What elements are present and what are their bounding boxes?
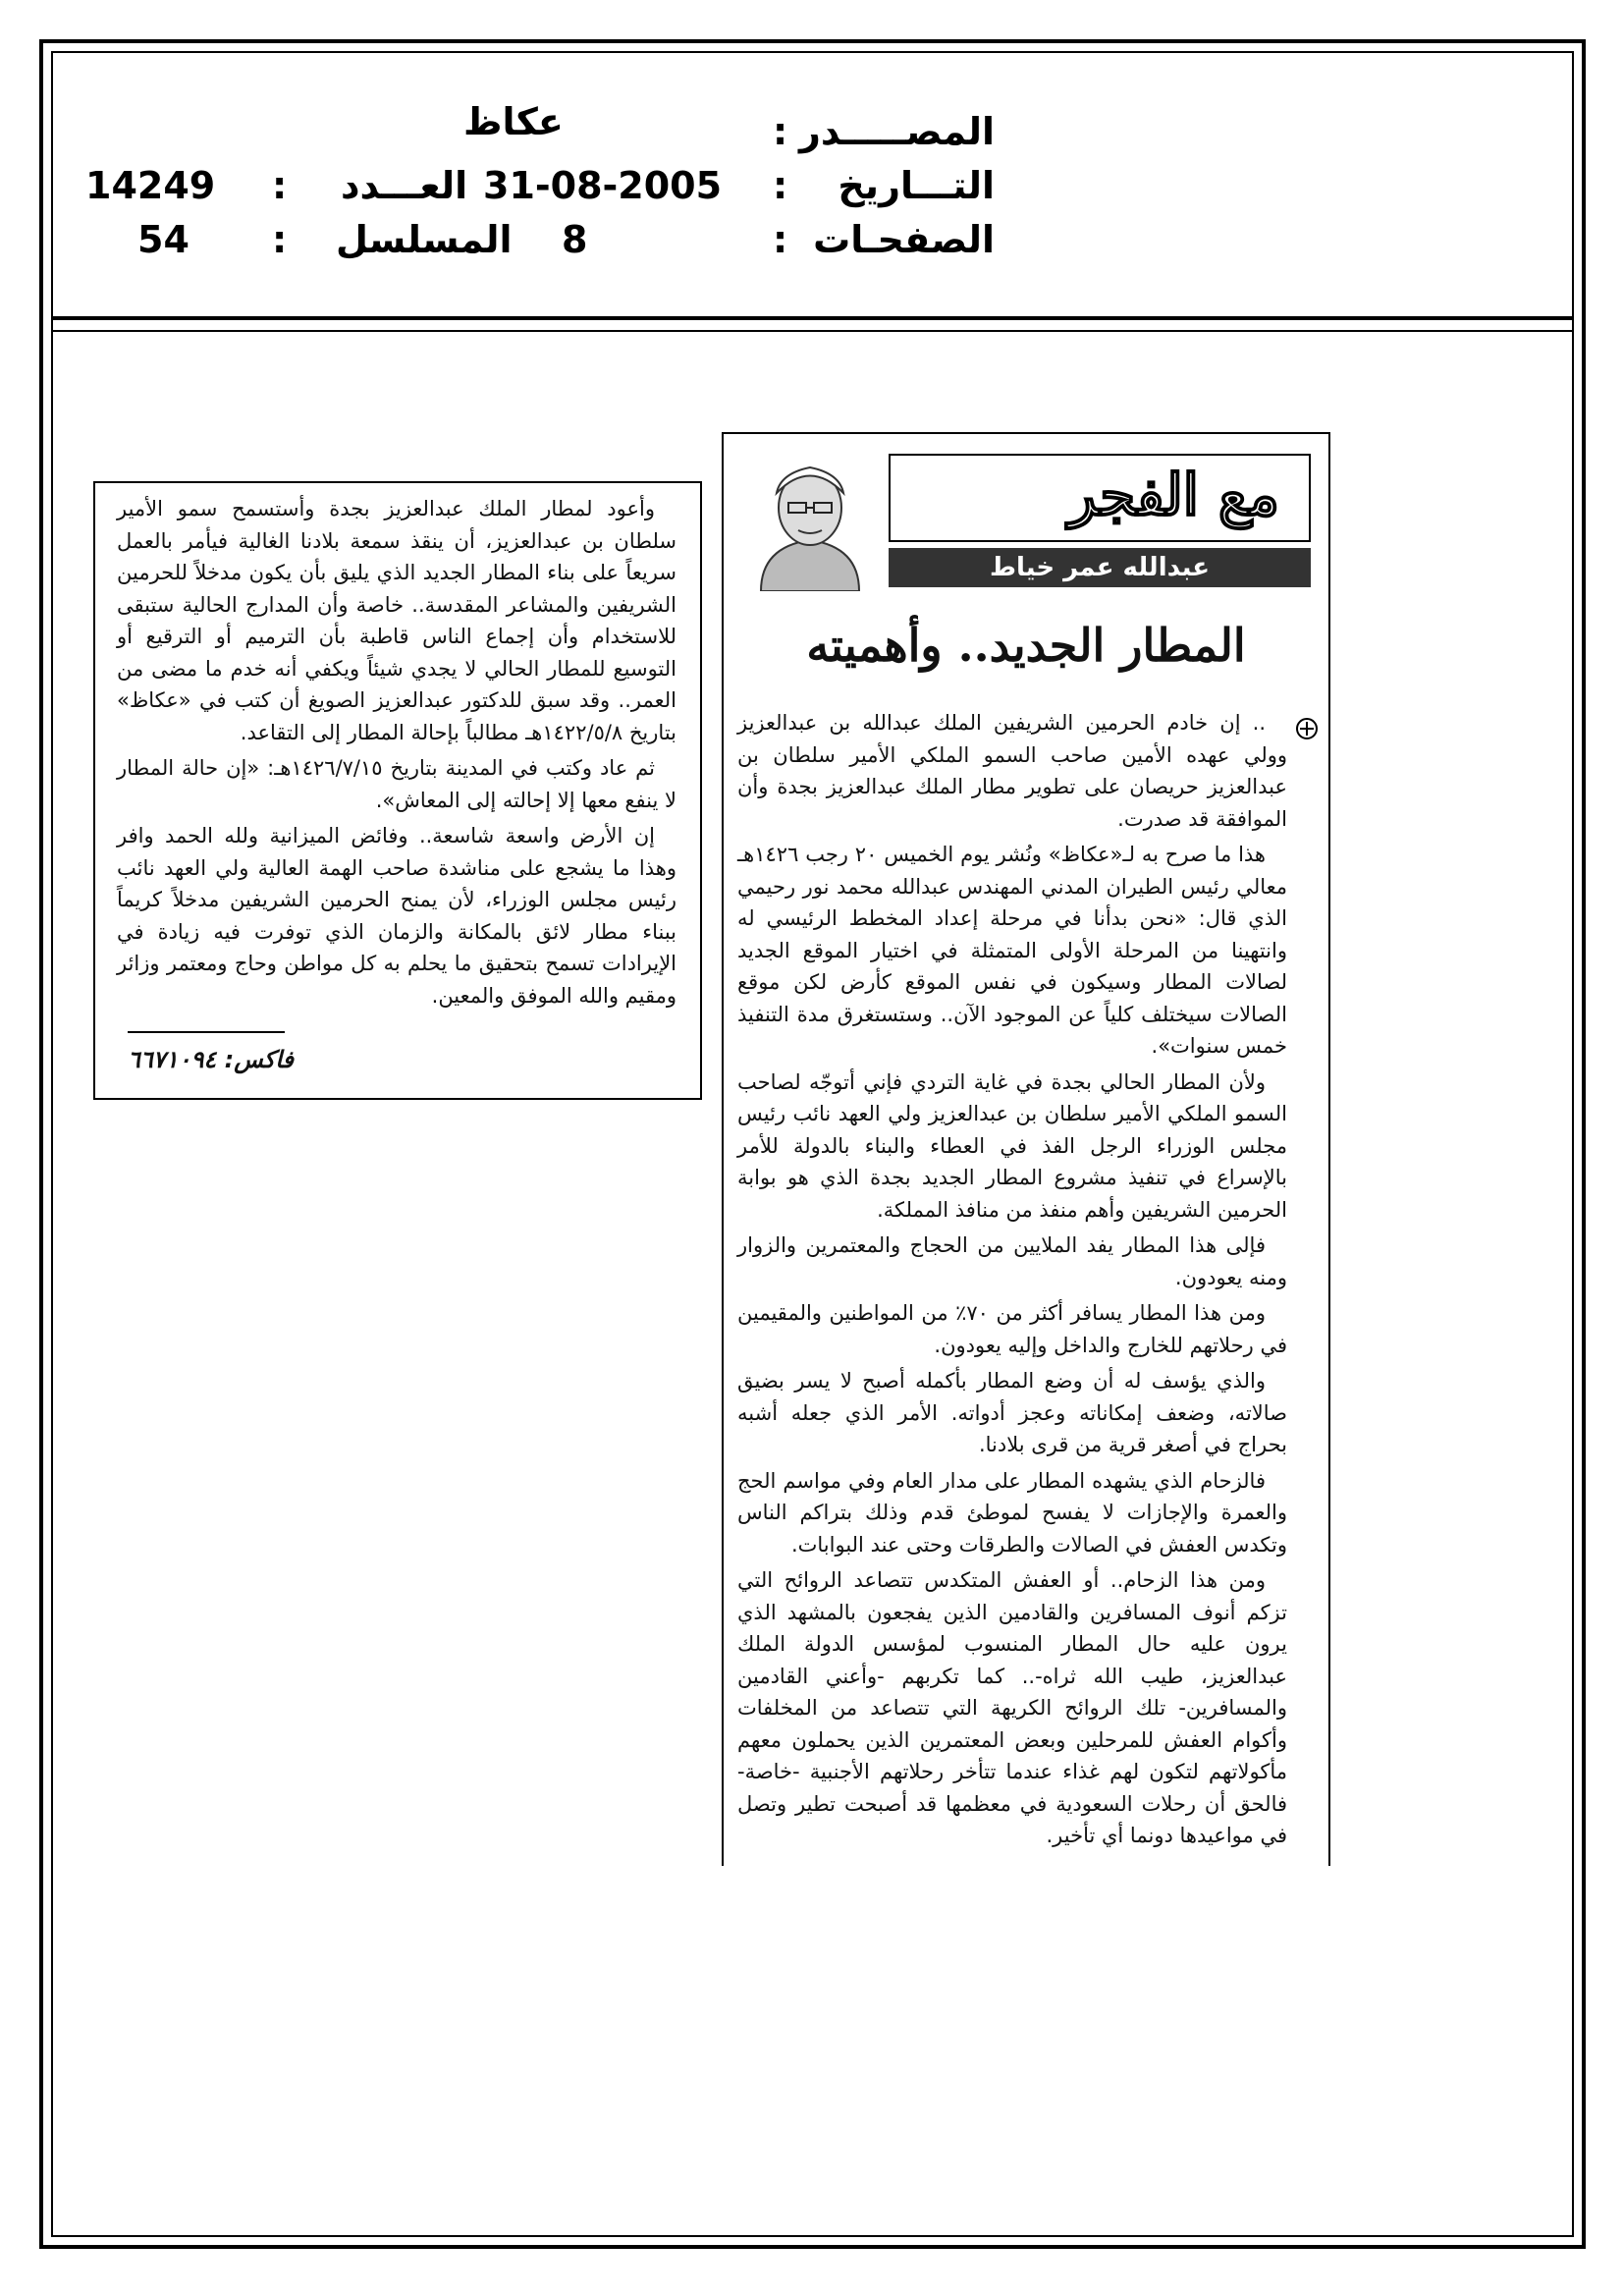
serial-value: 54 [137, 218, 189, 261]
article-paragraph: وأعود لمطار الملك عبدالعزيز بجدة وأستسمح سمو الأمير سلطان بن عبدالعزيز، أن ينقذ سمعة بلادنا الغالية فيأمر بالعمل سريعاً على بناء المطار الجديد الذي يليق بأن يكون مدخلاً للحرمين الشريفين والمشاعر المقدسة.. خاصة وأن المدارج الحالية ستبقى للاستخدام وأن إجماع الناس قاطبة بأن الترميم أو الترقيع أو التوسيع للمطار الحالي لا يجدي شيئاً ويكفي أنه خدم ما مضى من العمر.. وقد سبق للدكتور عبدالعزيز الصويغ أن كتب في «عكاظ» بتاريخ ١٤٢٢/٥/٨هـ مطالباً بإحالة المطار إلى التقاعد. [117, 497, 676, 744]
column-title-box [889, 454, 1311, 542]
article-paragraph: والذي يؤسف له أن وضع المطار بأكمله أصبح لا يسر بضيق صالاته، وضعف إمكاناته وعجز أدواته. الأمر الذي جعله أشبه بحراج في أصغر قرية من قرى بلادنا. [737, 1369, 1287, 1456]
article-body-left [117, 493, 676, 1015]
article-paragraph: فالزحام الذي يشهده المطار على مدار العام وفي مواسم الحج والعمرة والإجازات لا يفسح لموطئ قدم وذلك بتراكم الناس وتكدس العفش في الصالات والطرقات وحتى عند البوابات. [737, 1468, 1287, 1557]
date-value: 31-08-2005 [483, 164, 723, 207]
article-column-right [722, 432, 1330, 1866]
column-name: مع الفجر [1068, 462, 1279, 528]
article-body-right [737, 707, 1287, 1856]
pages-label: الصفحـات [813, 218, 995, 261]
article-headline: المطار الجديد.. وأهميته [806, 619, 1246, 672]
header-divider-thin [51, 330, 1574, 332]
issue-value: 14249 [85, 164, 216, 207]
author-portrait-icon [741, 454, 879, 591]
date-colon: : [773, 164, 788, 207]
article-paragraph: ومن هذا المطار يسافر أكثر من ٧٠٪ من المواطنين والمقيمين في رحلاتهم للخارج والداخل وإليه يعودون. [737, 1301, 1287, 1357]
article-paragraph: ولأن المطار الحالي بجدة في غاية التردي فإني أتوجّه لصاحب السمو الملكي الأمير سلطان بن عبدالعزيز ولي العهد نائب رئيس مجلس الوزراء الرجل الفذ في العطاء والبناء بالدولة للأمر بالإسراع في تنفيذ مشروع المطار الجديد بجدة الذي هو بوابة الحرمين الشريفين وأهم منفذ من منافذ المملكة. [737, 1069, 1287, 1222]
source-label: المصـــــدر [799, 110, 995, 153]
article-paragraph: فإلى هذا المطار يفد الملايين من الحجاج والمعتمرين والزوار ومنه يعودون. [737, 1233, 1287, 1289]
column-bullet-icon [1295, 717, 1319, 740]
author-fax: فاكس: ٦٦٧١٠٩٤ [128, 1046, 294, 1073]
article-paragraph: إن الأرض واسعة شاسعة.. وفائض الميزانية ولله الحمد وافر وهذا ما يشجع على مناشدة صاحب الهمة العالية ولي العهد نائب رئيس مجلس الوزراء، لأن يمنح الحرمين الشريفين مدخلاً كريماً ببناء مطار لائق بالمكانة والزمان الذي توفرت فيه زيادة في الإيرادات تسمح بتحقيق ما يحلم به كل مواطن وحاج ومعتمر وزائر ومقيم والله الموفق والمعين. [117, 824, 676, 1008]
article-column-left [93, 481, 702, 1100]
article-paragraph: ثم عاد وكتب في المدينة بتاريخ ١٤٢٦/٧/١٥هـ: «إن حالة المطار لا ينفع معها إلا إحالته إلى المعاش». [117, 756, 676, 812]
pages-value: 8 [562, 218, 588, 261]
date-label: التـــاريخ [838, 164, 995, 207]
issue-label: العـــدد [341, 164, 468, 207]
article-paragraph: ومن هذا الزحام.. أو العفش المتكدس تتصاعد الروائح التي تزكم أنوف المسافرين والقادمين الذين يفجعون بالمشهد الذي يرون عليه حال المطار المنسوب لمؤسس الدولة الملك عبدالعزيز، طيب الله ثراه-.. كما تكربهم -وأعني القادمين والمسافرين- تلك الروائح الكريهة التي تتصاعد من المخلفات وأكوام العفش للمرحلين وبعض المعتمرين الذين يحملون معهم مأكولاتهم لتكون لهم غذاء عندما تتأخر رحلاتهم الأجنبية -خاصة- فالحق أن رحلات السعودية في معظمها قد أصبحت تطير وتصل في مواعيدها دونما أي تأخير. [737, 1568, 1287, 1847]
author-name: عبدالله عمر خياط [889, 548, 1311, 587]
serial-label: المسلسل [336, 218, 513, 261]
pages-colon: : [773, 218, 788, 261]
column-masthead [741, 454, 1311, 601]
article-paragraph: .. إن خادم الحرمين الشريفين الملك عبدالله بن عبدالعزيز وولي عهده الأمين صاحب السمو الملكي الأمير سلطان بن عبدالعزيز حريصان على تطوير مطار الملك عبدالعزيز بجدة وأن الموافقة قد صدرت. [737, 711, 1287, 831]
header-divider [51, 316, 1574, 320]
serial-colon: : [272, 218, 288, 261]
clipping-header [51, 51, 1574, 316]
fax-divider [128, 1031, 285, 1033]
source-colon: : [773, 110, 788, 153]
source-value: عكاظ [463, 100, 564, 143]
issue-colon: : [272, 164, 288, 207]
article-paragraph: هذا ما صرح به لـ«عكاظ» ونُشر يوم الخميس ٢٠ رجب ١٤٢٦هـ معالي رئيس الطيران المدني المهندس عبدالله محمد نور رحيمي الذي قال: «نحن بدأنا في مرحلة إعداد المخطط الرئيسي له وانتهينا من المرحلة الأولى المتمثلة في اختيار الموقع الجديد لصالات المطار وسيكون في نفس الموقع كأرض لكن موقع الصالات سيختلف كلياً عن الموجود الآن.. وستستغرق مدة التنفيذ خمس سنوات». [737, 843, 1287, 1058]
